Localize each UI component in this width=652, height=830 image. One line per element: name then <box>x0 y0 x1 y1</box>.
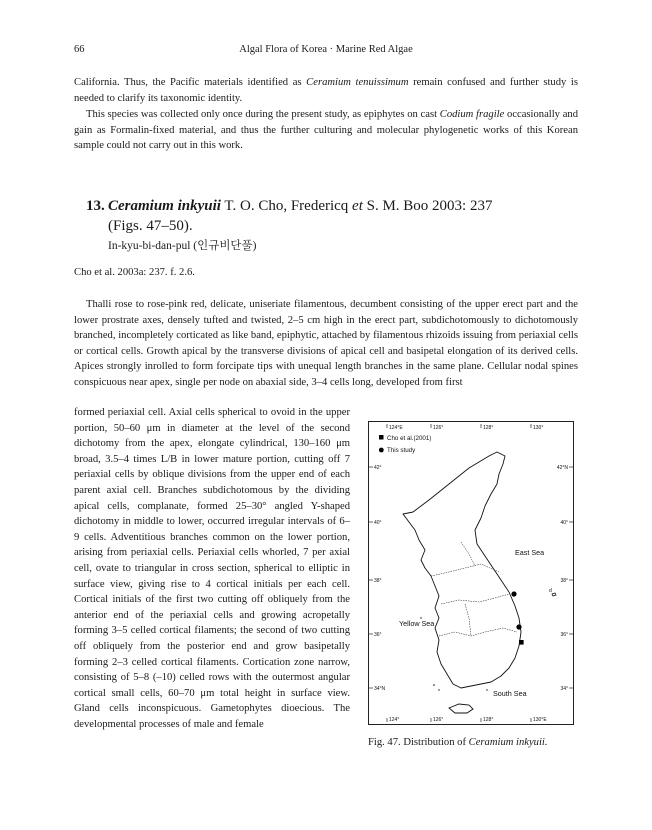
lat-label-left-2: 40° <box>374 520 382 526</box>
lat-label-right-3: 38° <box>560 578 568 584</box>
species-authority-a: T. O. Cho, Fredericq <box>220 198 353 214</box>
intro-p1-text-a: California. Thus, the Pacific materials identified as <box>74 77 307 88</box>
island-label: d <box>549 588 552 594</box>
species-authority-b: S. M. Boo 2003: 237 <box>362 198 493 214</box>
intro-paragraph-2 <box>74 107 578 154</box>
species-name: Ceramium inkyuii <box>108 198 221 214</box>
yellow-sea-label: Yellow Sea <box>399 619 435 628</box>
intro-paragraph-1 <box>74 75 578 106</box>
lat-label-right-2: 40° <box>560 520 568 526</box>
lon-label-top-1: 124°E <box>389 425 403 431</box>
intro-p2-species: Codium fragile <box>439 109 505 120</box>
lat-label-right-1: 42°N <box>556 465 568 471</box>
intro-p2-text-b: occasionally and gain as Formalin-fixed material, and thus the further culturing and molecular phylogenetic works of this Korean sample could not carry out in this work. <box>74 109 578 152</box>
intro-p1-text-b: remain confused and further study is needed to clarify its taxonomic identity. <box>74 77 578 104</box>
lon-label-top-3: 128° <box>483 425 494 431</box>
lat-label-left-4: 36° <box>374 632 382 638</box>
species-korean-name: In-kyu-bi-dan-pul (인규비단풀) <box>108 240 257 252</box>
intro-p1-species: Ceramium tenuissimum <box>306 77 409 88</box>
description-column: formed periaxial cell. Axial cells spherical to ovoid in the upper portion, 50–60 μm in diameter at the level of the second dichotomy from the apex, elongate cylindrical, 130–160 μm broad, 3.5–4 times L/B in lower mature portion, cutting off 7 periaxial cells by oblique divisions from the upper end of each parent axial cell. Branches subdichotomous by the dividing apical cells, complanate, formed 25–30° angled Y-shaped dichotomy in middle to lower, occurred irregular intervals of 6–9 cells. Adventitious branches common on the lower portion, arising from periaxial cells. Periaxial cells whorled, 7 per axial cell, ovate to triangular in cross section, spherical to elliptic in surface view, giving rise to 4 cortical initials per each cell. Cortical initials of the first two cutting off obliquely from the anterior end of the periaxial cells and growing acropetally forming 3–5 celled cortical filaments; the second of two cutting off obliquely from the posterior end and grow basipetally forming 2–3 celled cortical filaments. Cortication zone narrow, consisting of 5–8 (–10) celled rows with the outermost angular cortical small cells, 60–70 μm total height in surface view. Gland cells inconspicuous. Gametophytes dioecious. The developmental processes of male and female <box>74 407 350 730</box>
figure-caption-species: Ceramium inkyuii. <box>468 737 548 748</box>
occurrence-square-1 <box>519 640 524 645</box>
lon-label-bottom-3: 128° <box>483 717 494 723</box>
ulleung-island <box>552 593 556 596</box>
legend-this-study-label: This study <box>387 447 416 454</box>
lon-label-bottom-1: 124° <box>389 717 400 723</box>
figure-caption-text: Fig. 47. Distribution of <box>368 737 469 748</box>
map-legend <box>379 435 431 454</box>
lon-label-bottom-4: 130°E <box>533 717 547 723</box>
lat-label-left-1: 42° <box>374 465 382 471</box>
species-figs: (Figs. 47–50). <box>108 218 193 234</box>
island-speck <box>486 689 487 690</box>
species-number: 13. <box>86 198 105 214</box>
island-speck <box>438 689 439 690</box>
lat-label-left-5: 34°N <box>374 686 386 692</box>
east-sea-label: East Sea <box>515 548 545 557</box>
species-heading <box>86 196 578 216</box>
description-paragraph: Thalli rose to rose-pink red, delicate, uniseriate filamentous, decumbent consisting of the upper erect part and the lower prostrate axes, densely tufted and twisted, 2–5 cm high in the erect part, subdichotomously to dichotomously branched, incompletely corticated as like band, epiphytic, attached by filamentous rhizoids issuing from periaxial cells or cortical cells. Growth apical by the transverse divisions of apical cell and basipetal elongation of its derived cells. Apices strongly inrolled to form forcipate tips with unequal length branches in the same plane. Cellular nodal spines conspicuous near apex, single per node on abaxial side, 3–4 cells long, developed from first <box>74 299 578 388</box>
lat-label-right-4: 36° <box>560 632 568 638</box>
lon-label-top-2: 126° <box>433 425 444 431</box>
lon-label-bottom-2: 126° <box>433 717 444 723</box>
species-authority-et: et <box>352 198 363 214</box>
figure-caption <box>368 737 578 748</box>
legend-cho-label: Cho et al.(2001) <box>387 435 432 442</box>
distribution-map <box>368 421 574 725</box>
page-number: 66 <box>74 44 85 55</box>
intro-p2-text-a: This species was collected only once during the present study, as epiphytes on cast <box>86 109 440 120</box>
lat-label-right-5: 34° <box>560 686 568 692</box>
province-boundaries <box>431 542 517 636</box>
legend-circle-marker <box>379 448 384 453</box>
korean-peninsula-outline <box>403 452 521 688</box>
species-citation: Cho et al. 2003a: 237. f. 2.6. <box>74 267 195 278</box>
lon-label-top-4: 130° <box>533 425 544 431</box>
legend-square-marker <box>379 435 384 440</box>
map-graticule <box>369 424 573 722</box>
island-speck <box>433 684 435 686</box>
lat-label-left-3: 38° <box>374 578 382 584</box>
jeju-island <box>449 704 473 713</box>
occurrence-markers <box>511 591 523 644</box>
running-title: Algal Flora of Korea · Marine Red Algae <box>239 44 413 55</box>
south-sea-label: South Sea <box>493 689 527 698</box>
occurrence-circle-1 <box>511 591 516 596</box>
occurrence-circle-2 <box>516 624 521 629</box>
